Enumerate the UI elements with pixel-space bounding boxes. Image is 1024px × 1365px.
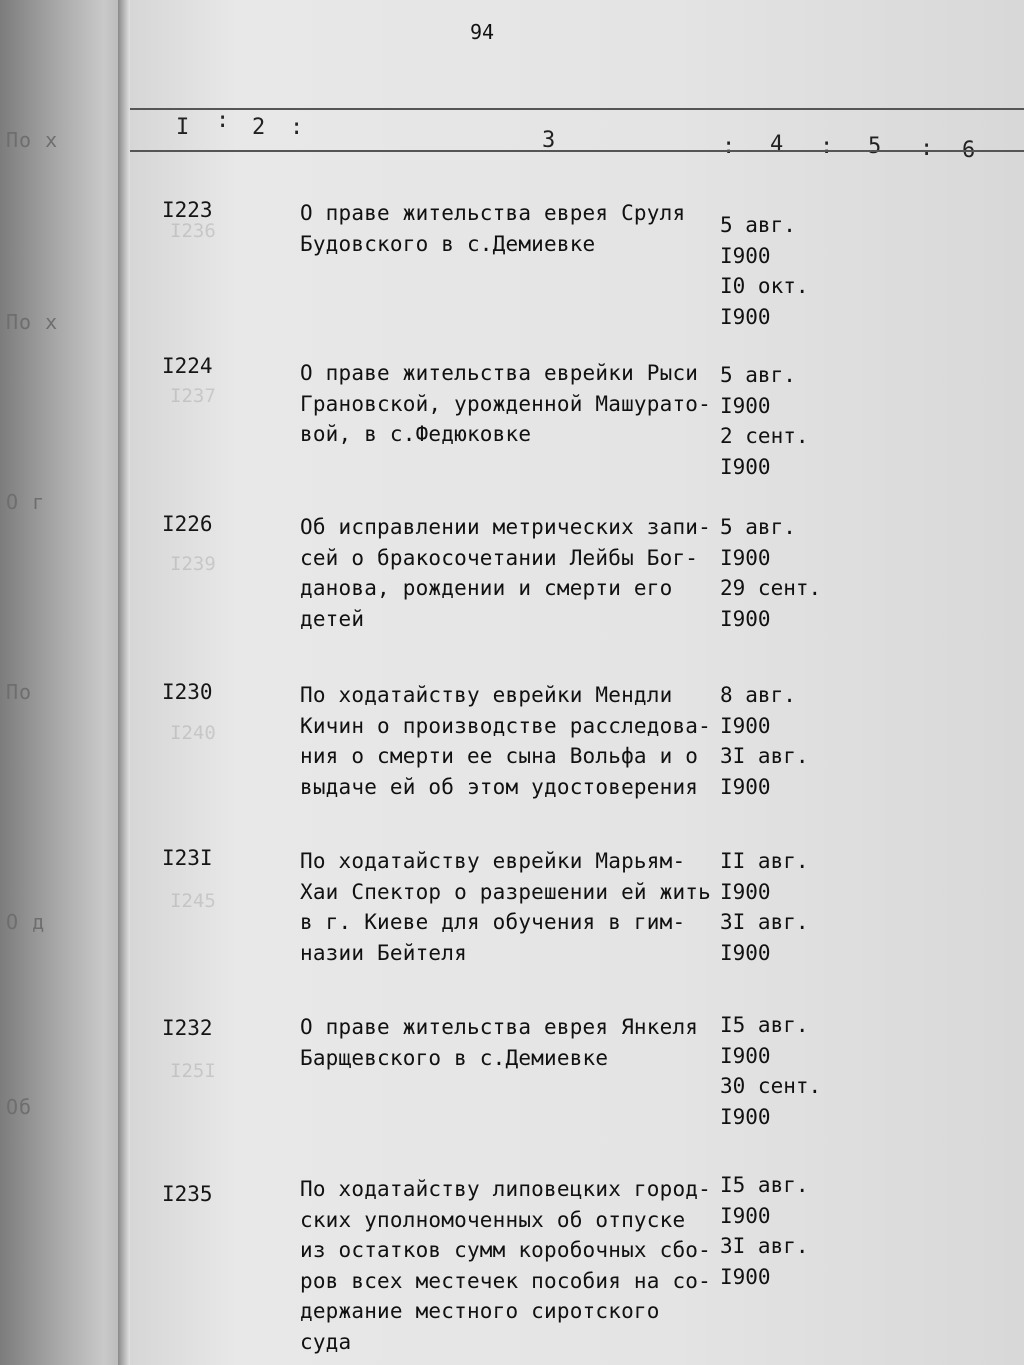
entry-description bbox=[300, 512, 720, 634]
column-separator: : bbox=[820, 134, 834, 159]
year-start: I900 bbox=[720, 713, 771, 738]
year-start: I900 bbox=[720, 243, 771, 268]
description-line: детей bbox=[300, 606, 365, 631]
year-end: I900 bbox=[720, 1104, 771, 1129]
facing-page-fragment: О д bbox=[6, 910, 46, 934]
column-separator: : bbox=[290, 115, 304, 140]
header-rule-bottom bbox=[130, 150, 1024, 152]
entry-number: I235 bbox=[162, 1182, 213, 1206]
year-end: I900 bbox=[720, 606, 771, 631]
entry-description bbox=[300, 1174, 720, 1357]
entry-description bbox=[300, 358, 720, 450]
date-end: 3I авг. bbox=[720, 910, 809, 934]
entry-number: I23I bbox=[162, 846, 213, 870]
year-end: I900 bbox=[720, 940, 771, 965]
bleed-through-text: I245 bbox=[170, 890, 216, 912]
entry-number: I226 bbox=[162, 512, 213, 536]
year-end: I900 bbox=[720, 304, 771, 329]
entry-description bbox=[300, 198, 720, 259]
column-header-1: I bbox=[176, 115, 190, 140]
header-rule-top bbox=[130, 108, 1024, 110]
bleed-through-text: I25I bbox=[170, 1060, 216, 1082]
description-line: держание местного сиротского суда bbox=[300, 1299, 660, 1354]
description-line: О праве жительства еврейки Рыси bbox=[300, 361, 699, 385]
column-separator: : bbox=[216, 108, 230, 133]
entry-description bbox=[300, 846, 720, 968]
year-start: I900 bbox=[720, 1203, 771, 1228]
date-end: 3I авг. bbox=[720, 1234, 809, 1258]
description-line: назии Бейтеля bbox=[300, 940, 467, 965]
facing-page-fragment: По х bbox=[6, 128, 59, 152]
column-separator: : bbox=[722, 134, 736, 159]
entry-number: I232 bbox=[162, 1016, 213, 1040]
description-line: из остатков сумм коробочных сбо- bbox=[300, 1238, 711, 1262]
description-line: Об исправлении метрических запи- bbox=[300, 515, 711, 539]
date-start: I5 авг. bbox=[720, 1013, 809, 1037]
description-line: вой, в с.Федюковке bbox=[300, 422, 532, 446]
year-end: I900 bbox=[720, 1264, 771, 1289]
date-start: 5 авг. bbox=[720, 213, 796, 237]
facing-page-fragment: По х bbox=[6, 310, 59, 334]
description-line: Барщевского в с.Демиевке bbox=[300, 1045, 609, 1070]
column-header-6: 6 bbox=[962, 138, 976, 163]
entry-dates bbox=[720, 846, 840, 968]
entry-dates bbox=[720, 1170, 840, 1292]
bleed-through-text: I239 bbox=[170, 553, 216, 575]
description-line: Кичин о производстве расследова- bbox=[300, 713, 711, 738]
description-line: По ходатайству еврейки Марьям- bbox=[300, 849, 686, 873]
description-line: Грановской, урожденной Машурато- bbox=[300, 391, 711, 416]
description-line: ских уполномоченных об отпуске bbox=[300, 1207, 686, 1232]
year-start: I900 bbox=[720, 1043, 771, 1068]
entry-dates bbox=[720, 1010, 840, 1132]
column-header-2: 2 bbox=[252, 115, 266, 140]
entry-dates bbox=[720, 210, 840, 332]
date-end: 3I авг. bbox=[720, 744, 809, 768]
column-header-4: 4 bbox=[770, 132, 784, 157]
description-line: Будовского в с.Демиевке bbox=[300, 231, 596, 256]
facing-page-fragment: Об bbox=[6, 1095, 33, 1119]
date-start: 8 авг. bbox=[720, 683, 796, 707]
description-line: Хаи Спектор о разрешении ей жить bbox=[300, 879, 711, 904]
entry-dates bbox=[720, 512, 840, 634]
document-page bbox=[130, 0, 1024, 1365]
description-line: сей о бракосочетании Лейбы Бог- bbox=[300, 545, 699, 570]
date-start: 5 авг. bbox=[720, 363, 796, 387]
year-end: I900 bbox=[720, 774, 771, 799]
description-line: в г. Киеве для обучения в гим- bbox=[300, 910, 686, 934]
date-start: I5 авг. bbox=[720, 1173, 809, 1197]
date-start: II авг. bbox=[720, 849, 809, 873]
entry-description bbox=[300, 1012, 720, 1073]
description-line: ров всех местечек пособия на со- bbox=[300, 1268, 711, 1293]
date-end: 2 сент. bbox=[720, 424, 809, 448]
description-line: О праве жительства еврея Янкеля bbox=[300, 1015, 699, 1039]
column-header-3: 3 bbox=[542, 128, 556, 153]
date-end: I0 окт. bbox=[720, 274, 809, 298]
description-line: О праве жительства еврея Сруля bbox=[300, 201, 686, 225]
facing-page-fragment: О г bbox=[6, 490, 46, 514]
year-end: I900 bbox=[720, 454, 771, 479]
entry-dates bbox=[720, 360, 840, 482]
entry-number: I223 bbox=[162, 198, 213, 222]
column-header-5: 5 bbox=[868, 134, 882, 159]
description-line: По ходатайству липовецких город- bbox=[300, 1177, 711, 1201]
bleed-through-text: I237 bbox=[170, 385, 216, 407]
entry-number: I230 bbox=[162, 680, 213, 704]
page-number: 94 bbox=[470, 20, 495, 44]
description-line: По ходатайству еврейки Мендли bbox=[300, 683, 673, 707]
description-line: выдаче ей об этом удостоверения bbox=[300, 774, 699, 799]
entry-description bbox=[300, 680, 720, 802]
year-start: I900 bbox=[720, 545, 771, 570]
entry-number: I224 bbox=[162, 354, 213, 378]
entry-dates bbox=[720, 680, 840, 802]
date-end: 30 сент. bbox=[720, 1074, 822, 1098]
description-line: данова, рождении и смерти его bbox=[300, 576, 673, 600]
facing-page-edge bbox=[0, 0, 130, 1365]
date-end: 29 сент. bbox=[720, 576, 822, 600]
year-start: I900 bbox=[720, 393, 771, 418]
date-start: 5 авг. bbox=[720, 515, 796, 539]
column-separator: : bbox=[920, 136, 934, 161]
year-start: I900 bbox=[720, 879, 771, 904]
bleed-through-text: I236 bbox=[170, 220, 216, 242]
description-line: ния о смерти ее сына Вольфа и о bbox=[300, 744, 699, 768]
bleed-through-text: I240 bbox=[170, 722, 216, 744]
facing-page-fragment: По bbox=[6, 680, 33, 704]
